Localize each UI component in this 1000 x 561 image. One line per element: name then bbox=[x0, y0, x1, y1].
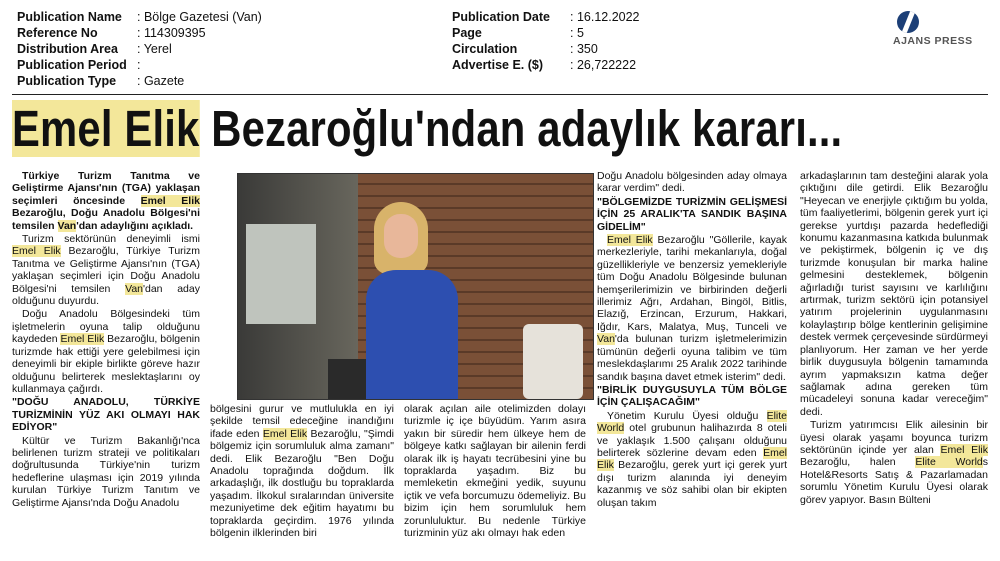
info-row bbox=[17, 9, 262, 25]
info-row bbox=[452, 57, 640, 73]
article-column-3 bbox=[404, 403, 586, 540]
divider bbox=[12, 94, 988, 95]
info-value: : Yerel bbox=[137, 42, 172, 56]
article-photo bbox=[237, 173, 594, 400]
article-column-2 bbox=[210, 403, 394, 540]
highlighted-term: Elite World bbox=[915, 456, 983, 469]
highlighted-term: Van bbox=[125, 282, 143, 295]
newspaper-clipping bbox=[12, 94, 988, 552]
info-row bbox=[452, 25, 640, 41]
info-value: : 350 bbox=[570, 42, 598, 56]
info-key: Circulation bbox=[452, 42, 518, 56]
publication-info-left bbox=[17, 9, 262, 89]
info-value: : 114309395 bbox=[137, 26, 206, 40]
info-key: Publication Period bbox=[17, 58, 127, 72]
info-key: Publication Type bbox=[17, 74, 117, 88]
info-row bbox=[17, 73, 262, 89]
info-key: Page bbox=[452, 26, 482, 40]
info-key: Reference No bbox=[17, 26, 98, 40]
highlighted-term: Emel Elik bbox=[140, 194, 200, 207]
article-paragraph: Emel Elik Bezaroğlu "Göllerile, kayak merkezleriyle, tarihi mekanlarıyla, doğal güzellikleriyle ve benzersiz yemekleriyle tüm Doğu Anadolu Bölgesinde bulunan hemşerilerimizin ve birbirinden değerli illerimiz Ağrı, Ardahan, Bingöl, Bitlis, Elazığ, Erzincan, Erzurum, Hakkari, Iğdır, Kars, Malatya, Muş, Tunceli ve Van'da bulunan turizm işletmelerimizin tümünün değerli oyuna talibim ve tüm meslekdaşlarımı 25 Aralık 2022 tarihinde sandık başına davet etmek isterim" dedi. bbox=[597, 234, 787, 383]
section-subheading: "BİRLİK DUYGUSUYLA TÜM BÖLGE İÇİN ÇALIŞACAĞIM" bbox=[597, 383, 787, 409]
section-subheading: "BÖLGEMİZDE TURİZMİN GELİŞMESİ İÇİN 25 ARALIK'TA SANDIK BAŞINA GİDELİM" bbox=[597, 195, 787, 233]
article-paragraph: Kültür ve Turizm Bakanlığı'nca belirlenen turizm strateji ve politikaları doğrultusunda Türkiye'nin turizm hedeflerine ulaşması için 2019 yılında kurulan Türkiye Turizm Tanıtım ve Geliştirme Ajansı'nda Doğu Anadolu bbox=[12, 434, 200, 509]
highlighted-term: Van bbox=[597, 333, 615, 346]
info-row bbox=[17, 25, 262, 41]
info-row bbox=[452, 41, 640, 57]
info-value: : Bölge Gazetesi (Van) bbox=[137, 10, 262, 24]
info-row bbox=[452, 9, 640, 25]
article-paragraph: Doğu Anadolu bölgesinden aday olmaya karar verdim" dedi. bbox=[597, 170, 787, 195]
highlighted-term: Emel Elik bbox=[12, 245, 61, 258]
article-paragraph: Turizm yatırımcısı Elik ailesinin bir üyesi olarak yaşamı boyunca turizm sektörünün içinde yer alan Emel Elik Bezaroğlu, halen Elite Worlds Hotel&Resorts Satış & Pazarlamadan sorumlu Yönetim Kurulu Üyesi olarak görev yapıyor. Basın Bülteni bbox=[800, 419, 988, 506]
info-value: : 5 bbox=[570, 26, 584, 40]
article-paragraph: bölgesini gurur ve mutlulukla en iyi şekilde temsil edeceğine inandığını ifade eden Emel Elik Bezaroğlu, "Şimdi bölgemiz için sorumluluk alma zamanı" dedi. Elik Bezaroğlu "Ben Doğu Anadolu toprağında doğdum. İlk arkadaşlığı, ilk dostluğu bu topraklarda yaşadım. İlkokul sıralarından üniversite mezuniyetime dek eğitim hayatımı bu topraklarda geçirdim. 1976 yılında bölgenin ilklerinden biri bbox=[210, 403, 395, 540]
article-column-1 bbox=[12, 170, 200, 510]
article-column-4 bbox=[597, 170, 787, 510]
section-subheading: "DOĞU ANADOLU, TÜRKİYE TURİZMİNİN YÜZ AKI OLMAYI HAK EDİYOR" bbox=[12, 396, 200, 434]
highlighted-term: Emel Elik bbox=[262, 427, 308, 440]
highlighted-term: Emel Elik bbox=[60, 333, 105, 346]
publication-info-right bbox=[452, 9, 640, 73]
ajans-press-logo-icon bbox=[897, 11, 919, 33]
article-paragraph: olarak açılan aile otelimizden dolayı turizmle iç içe büyüdüm. Yarım asıra yakın bir süredir hem ülkeye hem de bölgeye katkı sağlayan bir ailenin ferdi olarak ilk iş hayatı tecrübesini yine bu topraklarda yaşadım. Biz bu memleketin ekmeğini yedik, suyunu içtik ve vefa borcumuzu ödemeliyiz. Bu bizim için hem sorumluluk hem zorunluluktur. Bu nedenle Türkiye turizminin yüz akı olmayı hak eden bbox=[404, 403, 586, 540]
article-paragraph: Yönetim Kurulu Üyesi olduğu Elite World otel grubunun halihazırda 8 oteli ve yaklaşık 1.500 çalışanı olduğunu belirterek sözlerine devam eden Emel Elik Bezaroğlu, gerek yurt içi gerek yurt dışı turizm alanında iyi deneyim kazanmış ve söz sahibi olan bir ekipten oluşan takım bbox=[597, 409, 787, 509]
logo-text: AJANS PRESS bbox=[893, 35, 973, 47]
info-key: Publication Name bbox=[17, 10, 122, 24]
info-row bbox=[17, 57, 262, 73]
highlighted-term: Emel Elik bbox=[597, 446, 787, 472]
info-value: : bbox=[137, 58, 141, 72]
info-key: Distribution Area bbox=[17, 42, 118, 56]
info-row bbox=[17, 41, 262, 57]
info-value: : 26,722222 bbox=[570, 58, 637, 72]
article-lead: Türkiye Turizm Tanıtma ve Geliştirme Ajansı'nın (TGA) yaklaşan seçimleri öncesinde Emel Elik Bezaroğlu, Doğu Anadolu Bölgesi'ni temsilen Van'dan adaylığını açıkladı. bbox=[12, 170, 200, 232]
info-value: : 16.12.2022 bbox=[570, 10, 640, 24]
highlighted-term: Van bbox=[57, 219, 77, 232]
article-paragraph: arkadaşlarının tam desteğini alarak yola çıktığını dile getirdi. Elik Bezaroğlu "Heyecan ve enerjiyle çıktığım bu yolda, tüm faaliyetlerimi, bölgenin gerek yurt içi gerekse yurtdışı pazarda hedeflediği konumu kazanmasına katkıda bulunmak ve pekiştirmek, bölgenin iç ve dış turizmde konuşulan bir marka haline gelmesini desteklemek, bölgenin ağırladığı turist sayısını ve karlılığını artırmak, turizm sektörü için potansiyel yatırım projelerinin uygulanmasını kolaylaştırıp bölge kentlerinin gelişimine destek vermek çerçevesinde sürdürmeyi planlıyorum. Her zaman ve her yerde birlik duygusuyla bölgenin tamamında ayrım yapmaksızın katma değer sağlamak adına gereken tüm mücadeleyi sonuna kadar vereceğim" dedi. bbox=[800, 170, 988, 418]
ajans-press-logo bbox=[893, 10, 989, 50]
highlighted-term: Elite World bbox=[597, 409, 787, 435]
highlighted-term: Emel Elik bbox=[607, 234, 653, 247]
highlighted-term: Emel Elik bbox=[940, 443, 988, 456]
article-paragraph: Doğu Anadolu Bölgesindeki tüm işletmelerin oyuna talip olduğunu kaydeden Emel Elik Bezaroğlu, bölgenin turizmde hak ettiği yere gelebilmesi için deneyimli bir ekiple birlikte göreve hazır olduğunu belirterek meslektaşlarını oy kullanmaya çağırdı. bbox=[12, 308, 200, 395]
article-paragraph: Turizm sektörünün deneyimli ismi Emel Elik Bezaroğlu, Türkiye Turizm Tanıtma ve Geliştirme Ajansı'nın (TGA) yaklaşan seçimleri için Doğu Anadolu Bölgesi'ni temsilen Van'dan aday olduğunu duyurdu. bbox=[12, 233, 200, 308]
headline bbox=[12, 100, 843, 158]
headline-rest: Bezaroğlu'ndan adaylık kararı... bbox=[199, 100, 843, 157]
woman-portrait bbox=[366, 202, 458, 399]
info-value: : Gazete bbox=[137, 74, 185, 88]
info-key: Publication Date bbox=[452, 10, 550, 24]
article-column-5 bbox=[800, 170, 988, 507]
headline-highlight: Emel Elik bbox=[12, 100, 200, 157]
info-key: Advertise E. ($) bbox=[452, 58, 544, 72]
